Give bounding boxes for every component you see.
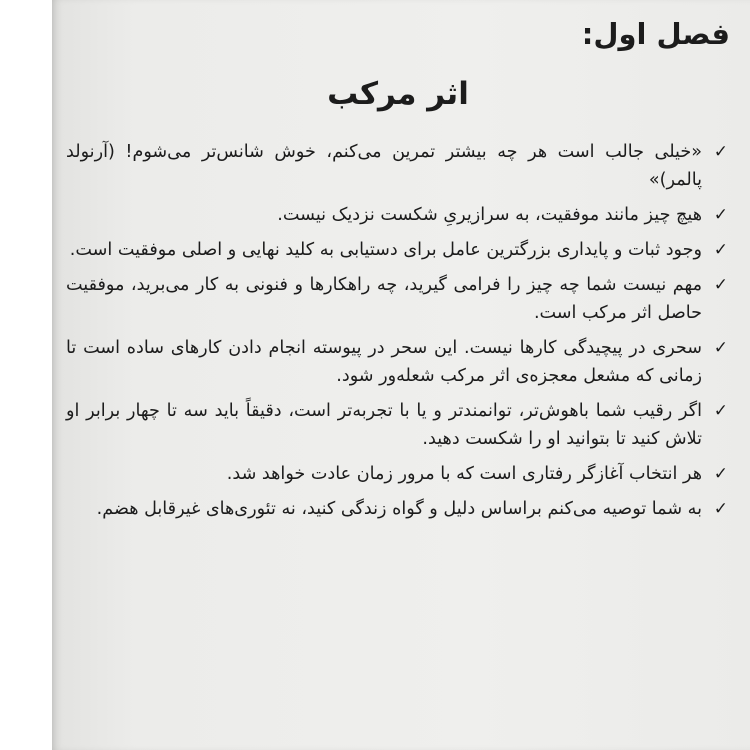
- list-item: [66, 495, 730, 523]
- section-title: اثر مرکب: [327, 76, 469, 112]
- list-item-text: سحری در پیچیدگی کارها نیست. این سحر در پیوسته انجام دادن کارهای ساده است تا زمانی که مشعل معجزه‌ی اثر مرکب شعله‌ور شود.: [66, 338, 702, 386]
- list-item-text: هر انتخاب آغازگر رفتاری است که با مرور زمان عادت خواهد شد.: [226, 464, 702, 484]
- checkmark-icon: ✓: [713, 142, 728, 162]
- checkmark-icon: ✓: [713, 499, 728, 519]
- list-item: [66, 397, 730, 453]
- checkmark-icon: ✓: [713, 240, 728, 260]
- list-item: [66, 460, 730, 488]
- list-item: [66, 236, 730, 264]
- list-item-text: وجود ثبات و پایداری بزرگترین عامل برای دستیابی به کلید نهایی و اصلی موفقیت است.: [69, 240, 702, 260]
- page-content: [66, 10, 730, 750]
- checkmark-icon: ✓: [713, 338, 728, 358]
- checkmark-icon: ✓: [713, 205, 728, 225]
- checkmark-icon: ✓: [713, 275, 728, 295]
- list-item-text: «خیلی جالب است هر چه بیشتر تمرین می‌کنم، خوش شانس‌تر می‌شوم! (آرنولد پالمر)»: [66, 142, 702, 190]
- book-page: [52, 0, 750, 750]
- list-item-text: اگر رقیب شما باهوش‌تر، توانمندتر و یا با تجربه‌تر است، دقیقاً باید سه تا چهار برابر او تلاش کنید تا بتوانید او را شکست دهید.: [66, 401, 702, 449]
- list-item-text: به شما توصیه می‌کنم براساس دلیل و گواه زندگی کنید، نه تئوری‌های غیرقابل هضم.: [96, 499, 702, 519]
- list-item: [66, 201, 730, 229]
- checkmark-icon: ✓: [713, 401, 728, 421]
- list-item-text: هیچ چیز مانند موفقیت، به سرازیریِ شکست نزدیک نیست.: [277, 205, 702, 225]
- list-item: [66, 271, 730, 327]
- chapter-heading: فصل اول:: [581, 17, 730, 51]
- list-item: [66, 138, 730, 194]
- quote-list: [66, 138, 730, 523]
- list-item: [66, 334, 730, 390]
- list-item-text: مهم نیست شما چه چیز را فرامی گیرید، چه راهکارها و فنونی به کار می‌برید، موفقیت حاصل اثر مرکب است.: [66, 275, 702, 323]
- checkmark-icon: ✓: [713, 464, 728, 484]
